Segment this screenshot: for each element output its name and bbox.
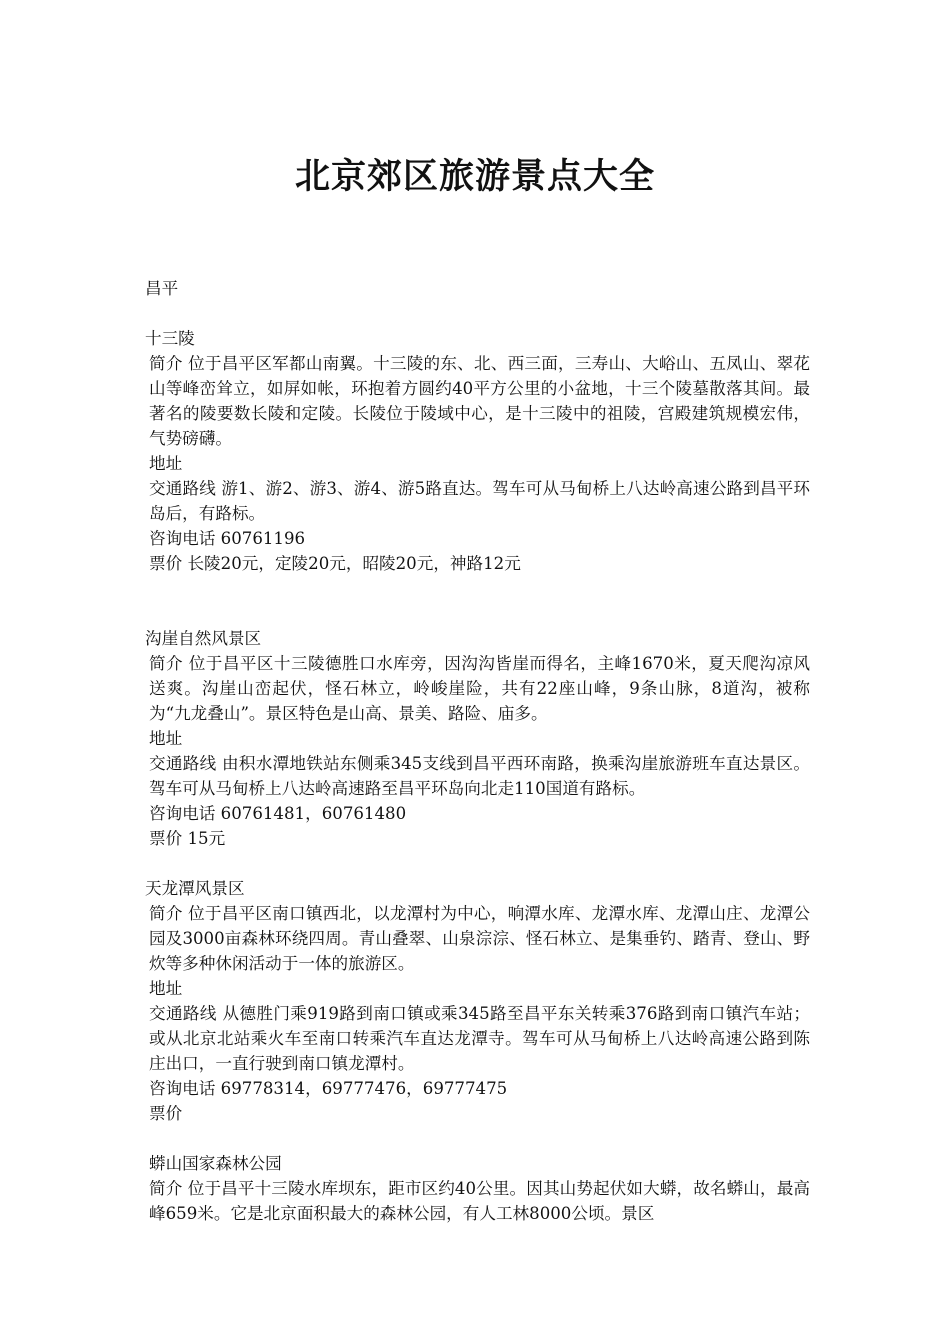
spacer: [145, 576, 810, 626]
section-phone: 咨询电话 60761481，60761480: [149, 804, 407, 823]
section-heading: 十三陵: [145, 329, 195, 348]
section-phone: 咨询电话 69778314，69777476，69777475: [149, 1079, 508, 1098]
scenic-section: [145, 876, 810, 1126]
section-address: 地址: [149, 454, 183, 473]
section-heading: 沟崖自然风景区: [145, 629, 262, 648]
scenic-section: [145, 326, 810, 576]
section-intro: 简介 位于昌平区十三陵德胜口水库旁，因沟沟皆崖而得名，主峰1670米，夏天爬沟凉风送爽。沟崖山峦起伏，怪石林立，岭峻崖险，共有22座山峰，9条山脉，8道沟，被称为“九龙叠山”。景区特色是山高、景美、路险、庙多。: [149, 654, 810, 723]
district-heading: 昌平: [145, 279, 179, 298]
section-heading: 蟒山国家森林公园: [149, 1154, 282, 1173]
section-heading: 天龙潭风景区: [145, 879, 245, 898]
document-body: [145, 276, 810, 1226]
section-price: 票价 长陵20元，定陵20元，昭陵20元，神路12元: [149, 554, 521, 573]
section-intro: 简介 位于昌平区南口镇西北，以龙潭村为中心，响潭水库、龙潭水库、龙潭山庄、龙潭公园及3000亩森林环绕四周。青山叠翠、山泉淙淙、怪石林立、是集垂钓、踏青、登山、野炊等多种休闲活动于一体的旅游区。: [149, 904, 810, 973]
section-price: 票价: [149, 1104, 183, 1123]
section-transport: 交通路线 从德胜门乘919路到南口镇或乘345路至昌平东关转乘376路到南口镇汽车站；或从北京北站乘火车至南口转乘汽车直达龙潭寺。驾车可从马甸桥上八达岭高速公路到陈庄出口，一直行驶到南口镇龙潭村。: [149, 1004, 810, 1073]
section-phone: 咨询电话 60761196: [149, 529, 306, 548]
section-address: 地址: [149, 729, 183, 748]
spacer: [145, 301, 810, 326]
scenic-section: [145, 626, 810, 851]
section-intro: 简介 位于昌平十三陵水库坝东，距市区约40公里。因其山势起伏如大蟒，故名蟒山，最高峰659米。它是北京面积最大的森林公园，有人工林8000公顷。景区: [149, 1179, 810, 1223]
section-address: 地址: [149, 979, 183, 998]
section-price: 票价 15元: [149, 829, 226, 848]
section-transport: 交通路线 游1、游2、游3、游4、游5路直达。驾车可从马甸桥上八达岭高速公路到昌平环岛后，有路标。: [149, 479, 810, 523]
section-transport: 交通路线 由积水潭地铁站东侧乘345支线到昌平西环南路，换乘沟崖旅游班车直达景区。驾车可从马甸桥上八达岭高速路至昌平环岛向北走110国道有路标。: [149, 754, 810, 798]
scenic-section: [145, 1151, 810, 1226]
page-title: 北京郊区旅游景点大全: [294, 157, 655, 197]
spacer: [145, 1126, 810, 1151]
spacer: [145, 851, 810, 876]
section-intro: 简介 位于昌平区军都山南翼。十三陵的东、北、西三面，三寿山、大峪山、五凤山、翠花山等峰峦耸立，如屏如帐，环抱着方圆约40平方公里的小盆地，十三个陵墓散落其间。最著名的陵要数长陵和定陵。长陵位于陵域中心，是十三陵中的祖陵，宫殿建筑规模宏伟，气势磅礴。: [149, 354, 810, 448]
